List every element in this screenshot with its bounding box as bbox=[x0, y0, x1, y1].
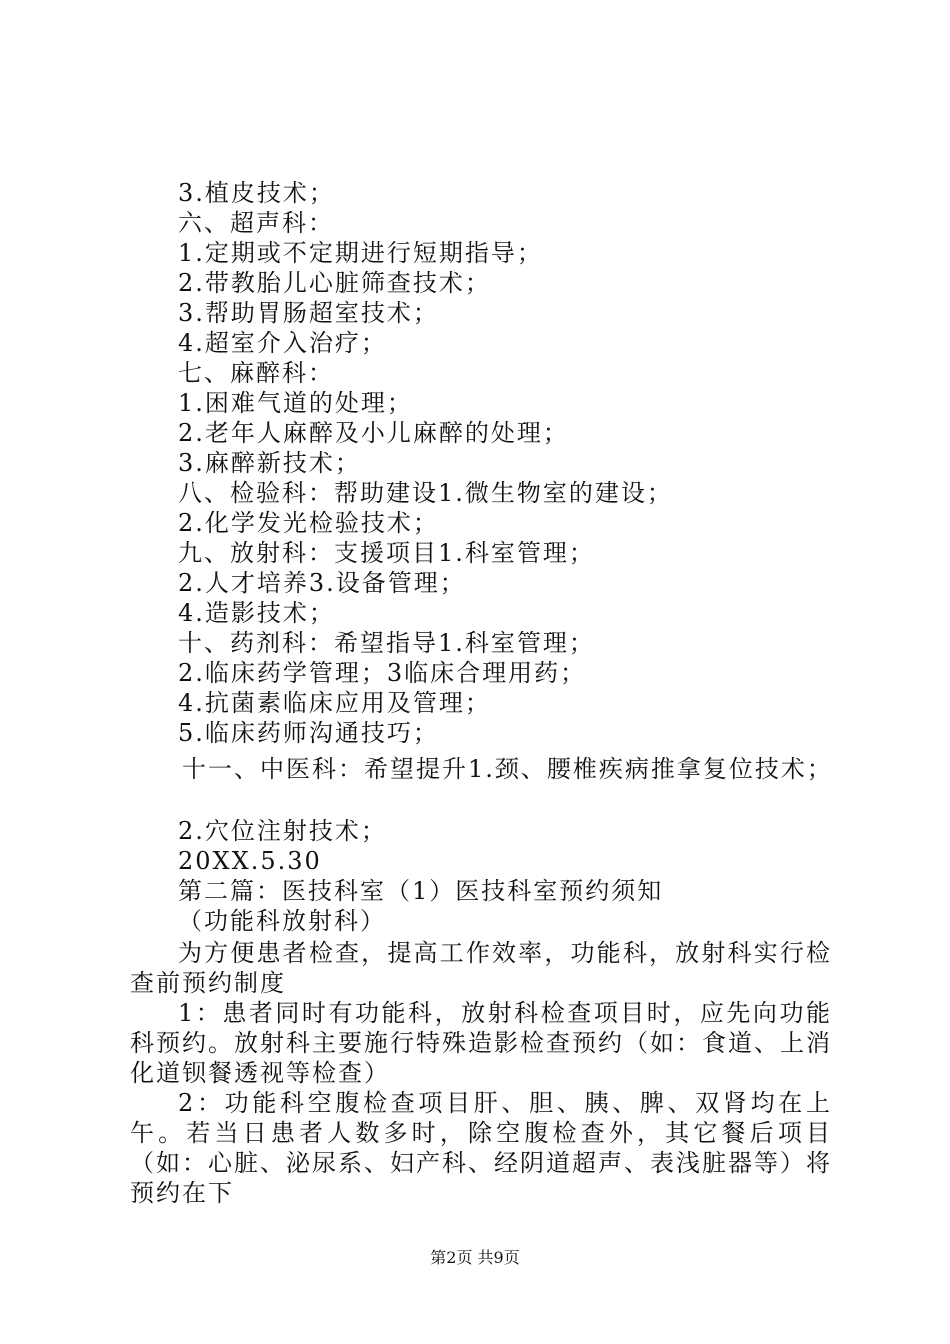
date-line: 20XX.5.30 bbox=[178, 847, 322, 875]
section-heading: 十、药剂科：希望指导1.科室管理； bbox=[178, 629, 595, 657]
section-heading: 十一、中医科：希望提升1.颈、腰椎疾病推拿复位技术； bbox=[182, 755, 833, 783]
text-line: 1.定期或不定期进行短期指导； bbox=[178, 239, 543, 267]
text-line: 1.困难气道的处理； bbox=[178, 389, 413, 417]
text-line: 2.带教胎儿心脏筛查技术； bbox=[178, 269, 491, 297]
section-heading: 八、检验科：帮助建设1.微生物室的建设； bbox=[178, 479, 673, 507]
text-line: 4.抗菌素临床应用及管理； bbox=[178, 689, 491, 717]
text-line: 5.临床药师沟通技巧； bbox=[178, 719, 439, 747]
body-paragraph: 2：功能科空腹检查项目肝、胆、胰、脾、双肾均在上午。若当日患者人数多时，除空腹检查外，其它餐后项目（如：心脏、泌尿系、妇产科、经阴道超声、表浅脏器等）将预约在下 bbox=[130, 1089, 832, 1207]
text-line: 3.麻醉新技术； bbox=[178, 449, 361, 477]
text-line: 4.超室介入治疗； bbox=[178, 329, 387, 357]
body-paragraph: 1：患者同时有功能科，放射科检查项目时，应先向功能科预约。放射科主要施行特殊造影检查预约（如：食道、上消化道钡餐透视等检查） bbox=[130, 999, 832, 1087]
text-line: 4.造影技术； bbox=[178, 599, 335, 627]
chapter-title: 第二篇：医技科室（1）医技科室预约须知 bbox=[178, 877, 664, 905]
section-heading: 七、麻醉科： bbox=[178, 359, 334, 387]
text-line: 3.帮助胃肠超室技术； bbox=[178, 299, 439, 327]
text-line: 2.穴位注射技术； bbox=[178, 817, 387, 845]
page-number-footer: 第2页 共9页 bbox=[430, 1248, 520, 1267]
text-line: 2.临床药学管理；3临床合理用药； bbox=[178, 659, 587, 687]
chapter-subtitle: （功能科放射科） bbox=[178, 907, 386, 935]
section-heading: 六、超声科： bbox=[178, 209, 334, 237]
body-paragraph: 为方便患者检查，提高工作效率，功能科，放射科实行检查前预约制度 bbox=[130, 939, 832, 997]
text-line: 3.植皮技术； bbox=[178, 179, 335, 207]
section-heading: 九、放射科：支援项目1.科室管理； bbox=[178, 539, 595, 567]
text-line: 2.人才培养3.设备管理； bbox=[178, 569, 466, 597]
text-line: 2.化学发光检验技术； bbox=[178, 509, 439, 537]
text-line: 2.老年人麻醉及小儿麻醉的处理； bbox=[178, 419, 569, 447]
